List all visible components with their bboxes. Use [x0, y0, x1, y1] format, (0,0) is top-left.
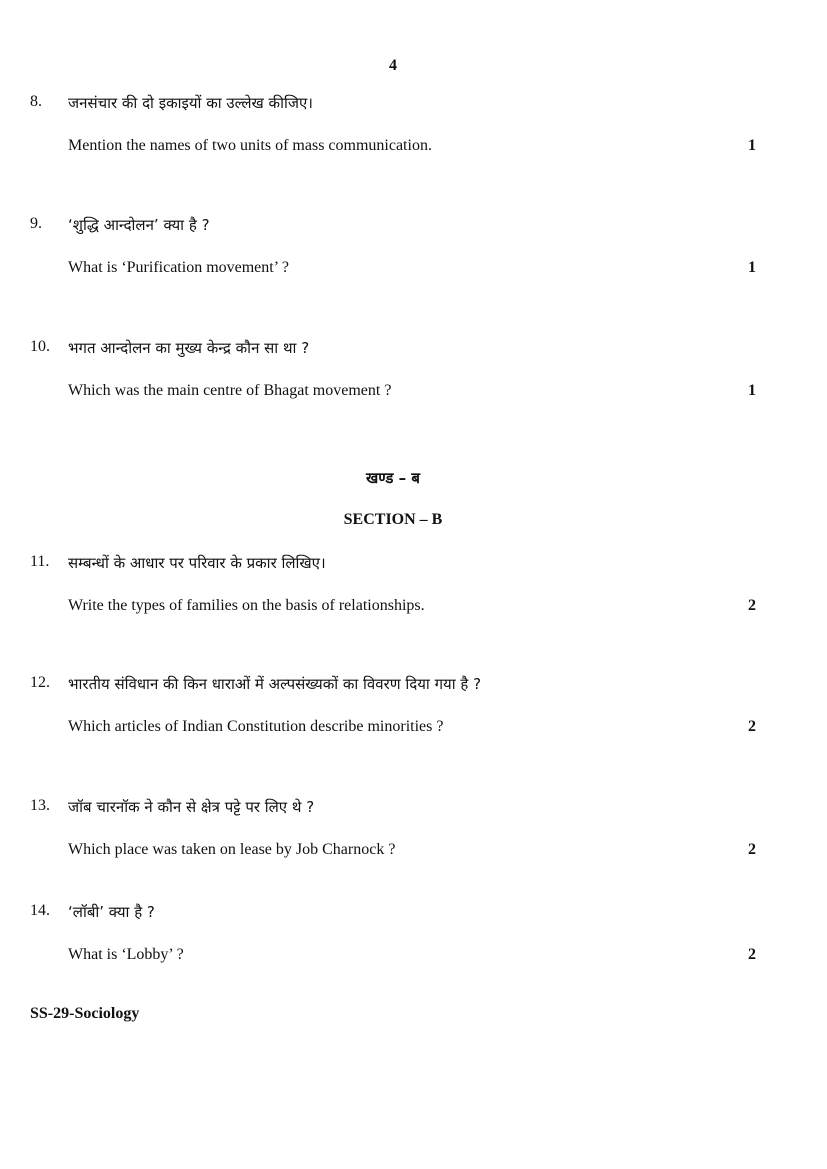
question-number: 9. — [30, 215, 42, 232]
section-heading-english: SECTION – B — [343, 511, 443, 528]
footer-paper-code: SS-29-Sociology — [30, 1005, 140, 1022]
question-hindi: भारतीय संविधान की किन धाराओं में अल्पसंख्यकों का विवरण दिया गया है ? — [68, 675, 482, 693]
question-english: Which was the main centre of Bhagat movement ? — [68, 382, 392, 399]
question-marks: 2 — [748, 841, 756, 858]
question-hindi: सम्बन्धों के आधार पर परिवार के प्रकार लिखिए। — [68, 554, 326, 572]
question-hindi: जॉब चारनॉक ने कौन से क्षेत्र पट्टे पर लिए थे ? — [68, 798, 315, 816]
question-english: Mention the names of two units of mass communication. — [68, 137, 432, 154]
page-number: 4 — [389, 57, 397, 74]
question-hindi: ‘शुद्धि आन्दोलन’ क्या है ? — [68, 216, 210, 234]
question-english: Write the types of families on the basis of relationships. — [68, 597, 425, 614]
question-number: 14. — [30, 902, 50, 919]
question-hindi: जनसंचार की दो इकाइयों का उल्लेख कीजिए। — [68, 94, 313, 112]
section-heading-hindi: खण्ड – ब — [366, 469, 420, 487]
question-number: 11. — [30, 553, 50, 570]
question-number: 8. — [30, 93, 42, 110]
question-marks: 2 — [748, 597, 756, 614]
question-hindi: भगत आन्दोलन का मुख्य केन्द्र कौन सा था ? — [68, 339, 310, 357]
question-english: What is ‘Purification movement’ ? — [68, 259, 289, 276]
question-english: What is ‘Lobby’ ? — [68, 946, 184, 963]
question-number: 10. — [30, 338, 50, 355]
question-english: Which articles of Indian Constitution describe minorities ? — [68, 718, 444, 735]
question-marks: 1 — [748, 382, 756, 399]
question-number: 13. — [30, 797, 50, 814]
question-marks: 2 — [748, 946, 756, 963]
question-marks: 1 — [748, 259, 756, 276]
question-number: 12. — [30, 674, 50, 691]
question-marks: 2 — [748, 718, 756, 735]
question-hindi: ‘लॉबी’ क्या है ? — [68, 903, 155, 921]
question-english: Which place was taken on lease by Job Charnock ? — [68, 841, 396, 858]
question-marks: 1 — [748, 137, 756, 154]
